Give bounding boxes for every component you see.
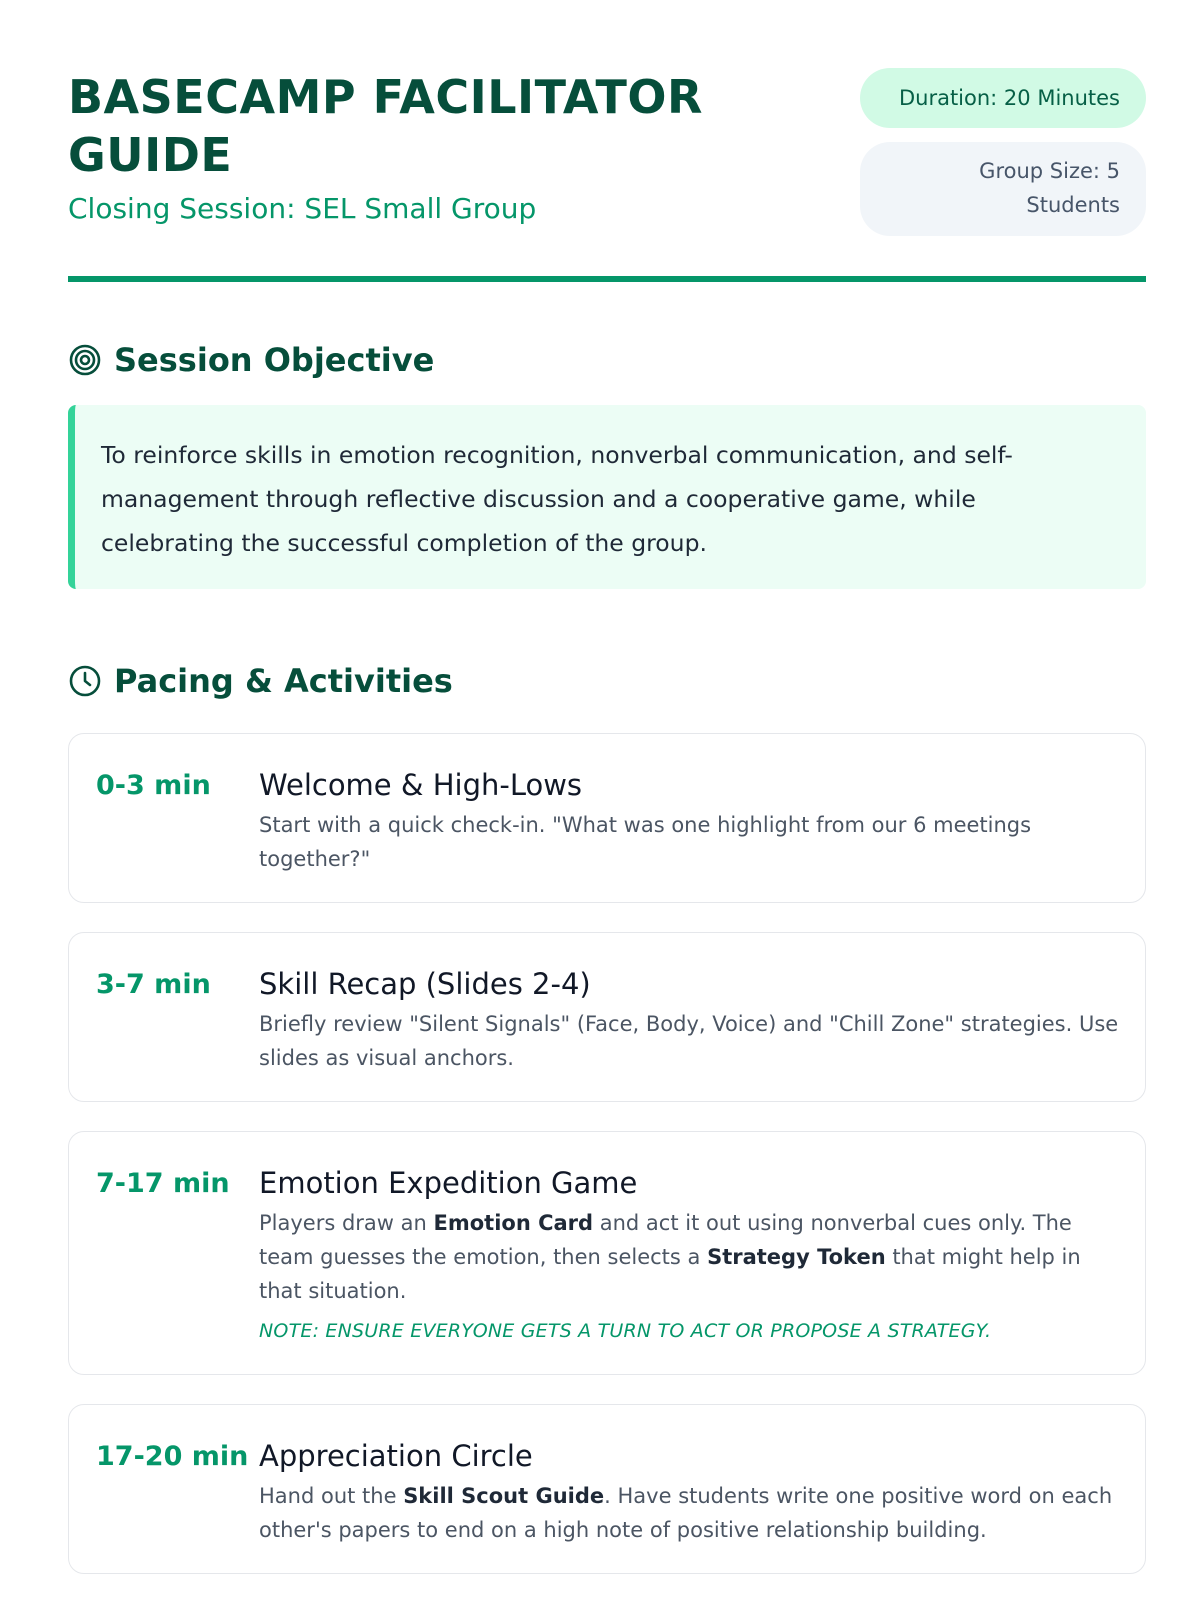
desc-text: and act it out using nonverbal cues only. The team guesses the emotion, then selects a [259,1211,1072,1269]
facilitator-guide-page [68,0,1146,1600]
activity-card-skill-recap [68,932,1146,1102]
skill-scout-guide-term: Skill Scout Guide [403,1484,605,1508]
activity-description [259,1206,1119,1308]
activity-time: 0-3 min [96,770,211,801]
session-objective-heading [68,340,434,380]
activity-title: Emotion Expedition Game [259,1166,638,1200]
duration-badge: Duration: 20 Minutes [860,68,1146,128]
strategy-token-term: Strategy Token [707,1245,886,1269]
activity-time: 17-20 min [96,1441,249,1472]
activity-title: Welcome & High-Lows [259,768,583,802]
desc-text: . Have students write one positive word on each other's papers to end on a high note of positive relationship building. [259,1484,1113,1542]
desc-text: Players draw an [259,1211,434,1235]
activity-description: Briefly review "Silent Signals" (Face, Body, Voice) and "Chill Zone" strategies. Use slides as visual anchors. [259,1012,1119,1070]
section-title: Session Objective [114,341,435,379]
activity-card-welcome [68,733,1146,903]
page-subtitle: Closing Session: SEL Small Group [68,192,537,225]
activity-description: Start with a quick check-in. "What was one highlight from our 6 meetings together?" [259,813,1032,871]
activity-body [259,1437,1119,1547]
pacing-heading [68,661,453,701]
activity-time: 7-17 min [96,1168,230,1199]
activity-description [259,1479,1119,1547]
activity-title: Appreciation Circle [259,1439,533,1473]
page-title: BASECAMP FACILITATOR GUIDE [68,70,703,182]
objective-box: To reinforce skills in emotion recognition, nonverbal communication, and self-management through reflective discussion and a cooperative game, while celebrating the successful completion of the group. [68,405,1146,589]
activity-note: NOTE: ENSURE EVERYONE GETS A TURN TO ACT OR PROPOSE A STRATEGY. [259,1320,992,1342]
emotion-card-term: Emotion Card [433,1211,594,1235]
activity-body [259,965,1119,1075]
activity-title: Skill Recap (Slides 2-4) [259,967,591,1001]
desc-text: Hand out the [259,1484,404,1508]
activity-body [259,1164,1119,1342]
group-size-badge: Group Size: 5 Students [860,142,1146,236]
header-divider [68,276,1146,282]
activity-body [259,766,1119,876]
activity-time: 3-7 min [96,969,211,1000]
desc-text: that might help in that situation. [259,1245,1081,1303]
activity-card-emotion-game [68,1131,1146,1375]
target-icon [68,343,102,377]
activity-card-appreciation [68,1404,1146,1574]
section-title: Pacing & Activities [114,662,453,700]
header [68,68,1146,278]
clock-icon [68,664,102,698]
